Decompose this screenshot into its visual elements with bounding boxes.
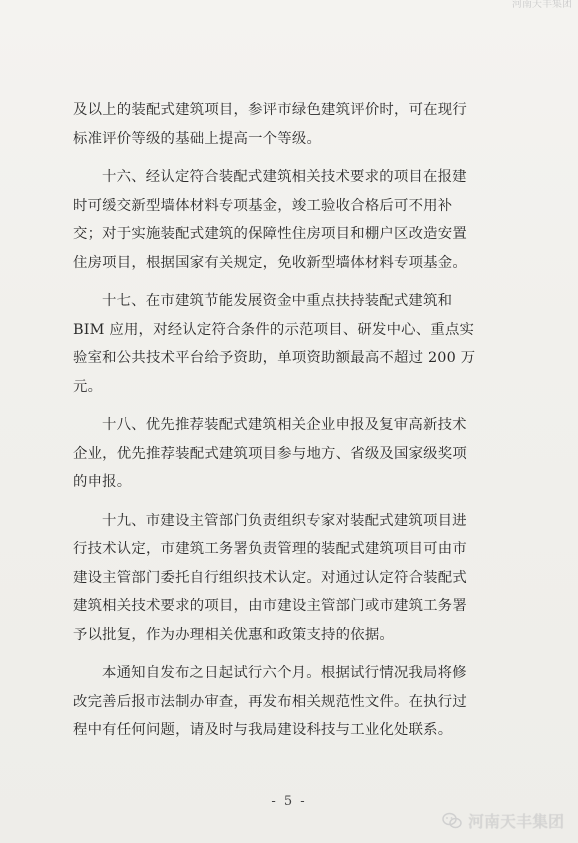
page-number: - 5 -: [271, 794, 307, 809]
text-line: 行技术认定，市建筑工务署负责管理的装配式建筑项目可由市: [73, 541, 467, 557]
text-line: 十八、优先推荐装配式建筑相关企业申报及复审高新技术: [102, 417, 467, 433]
text-line: 十九、市建设主管部门负责组织专家对装配式建筑项目进: [102, 512, 467, 529]
paragraph-article-16: [73, 163, 523, 277]
wechat-watermark: [442, 809, 564, 832]
text-line: 的申报。: [73, 474, 132, 490]
text-line: 本通知自发布之日起试行六个月。根据试行情况我局将修: [102, 665, 467, 681]
text-line: 十六、经认定符合装配式建筑相关技术要求的项目在报建: [102, 169, 467, 185]
text-line: 改完善后报市法制办审查，再发布相关规范性文件。在执行过: [73, 693, 467, 710]
text-line: 企业，优先推荐装配式建筑项目参与地方、省级及国家级奖项: [73, 445, 467, 462]
text-line: 元。: [73, 378, 103, 395]
text-line: 及以上的装配式建筑项目，参评市绿色建筑评价时，可在现行: [73, 102, 467, 118]
paragraph-continuation: [73, 96, 523, 153]
document-body: [73, 96, 523, 755]
text-line: 予以批复，作为办理相关优惠和政策支持的依据。: [73, 626, 394, 643]
text-line: 验室和公共技术平台给予资助，单项资助额最高不超过 200 万: [73, 350, 476, 366]
text-line: 十七、在市建筑节能发展资金中重点扶持装配式建筑和: [102, 293, 453, 309]
text-line: 程中有任何问题，请及时与我局建设科技与工业化处联系。: [73, 722, 453, 738]
watermark-text: 河南天丰集团: [467, 812, 564, 831]
top-watermark-text: 河南天丰集团: [512, 0, 572, 10]
text-line: 建筑相关技术要求的项目，由市建设主管部门或市建筑工务署: [73, 598, 467, 614]
text-line: 标准评价等级的基础上提高一个等级。: [73, 130, 322, 147]
paragraph-notice: [73, 659, 523, 745]
text-line: 住房项目，根据国家有关规定，免收新型墙体材料专项基金。: [73, 254, 467, 271]
text-line: BIM 应用，对经认定符合条件的示范项目、研发中心、重点实: [73, 321, 475, 338]
text-line: 建设主管部门委托自行组织技术认定。对通过认定符合装配式: [73, 569, 467, 586]
paragraph-article-18: [73, 411, 523, 497]
text-line: 时可缓交新型墙体材料专项基金，竣工验收合格后可不用补: [73, 197, 453, 214]
paragraph-article-17: [73, 287, 523, 401]
text-line: 交；对于实施装配式建筑的保障性住房项目和棚户区改造安置: [73, 226, 467, 242]
wechat-icon: [442, 812, 462, 830]
paragraph-article-19: [73, 507, 523, 650]
